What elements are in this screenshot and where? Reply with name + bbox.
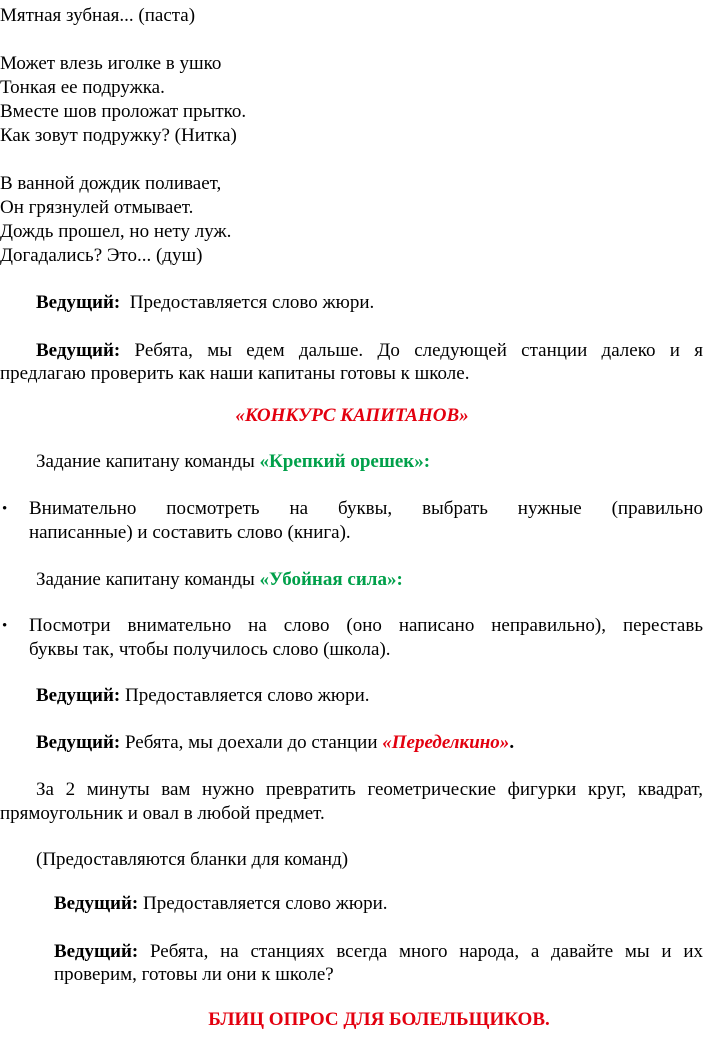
arrived-text: Ребята, мы доехали до станции bbox=[124, 732, 378, 753]
host-label: Ведущий: bbox=[54, 941, 139, 962]
bullet-icon: • bbox=[2, 618, 8, 634]
blitz-title: БЛИЦ ОПРОС ДЛЯ БОЛЕЛЬЩИКОВ. bbox=[208, 1009, 550, 1030]
host-label: Ведущий: bbox=[36, 340, 121, 361]
host-label: Ведущий: bbox=[36, 685, 121, 706]
riddle-thread-line-2: Тонкая ее подружка. bbox=[0, 77, 165, 98]
host-next-line-1 bbox=[36, 339, 703, 363]
task-prefix: Задание капитану команды bbox=[36, 451, 255, 472]
minutes-line-1: За 2 минуты вам нужно превратить геометрические фигурки круг, квадрат, bbox=[36, 779, 703, 800]
host-label: Ведущий: bbox=[36, 292, 121, 313]
host-jury-paragraph-2 bbox=[36, 684, 370, 708]
team-name-1: «Крепкий орешек»: bbox=[259, 451, 431, 472]
host-stations-line-1 bbox=[54, 940, 703, 964]
contest-title: «КОНКУРС КАПИТАНОВ» bbox=[235, 405, 469, 426]
task-1-line-1: Внимательно посмотреть на буквы, выбрать нужные (правильно bbox=[29, 498, 703, 519]
riddle-shower-line-2: Он грязнулей отмывает. bbox=[0, 197, 194, 218]
team-name-2: «Убойная сила»: bbox=[259, 569, 403, 590]
host-arrived-paragraph bbox=[36, 731, 514, 755]
host-jury-paragraph-1 bbox=[36, 291, 374, 315]
task-prefix: Задание капитану команды bbox=[36, 569, 255, 590]
riddle-answer-toothpaste: Мятная зубная... (паста) bbox=[0, 5, 196, 26]
jury-text: Предоставляется слово жюри. bbox=[142, 893, 388, 914]
stations-text-line-1: Ребята, на станциях всегда много народа, а давайте мы и их bbox=[149, 941, 703, 962]
bullet-icon: • bbox=[2, 501, 8, 517]
riddle-shower-line-4: Догадались? Это... (душ) bbox=[0, 245, 203, 266]
task-heading-team-2 bbox=[36, 568, 403, 592]
riddle-thread-line-3: Вместе шов проложат прытко. bbox=[0, 101, 247, 122]
host-label: Ведущий: bbox=[36, 732, 121, 753]
station-name: «Переделкино» bbox=[382, 732, 510, 753]
host-next-line-2: предлагаю проверить как наши капитаны готовы к школе. bbox=[0, 363, 470, 384]
minutes-line-2: прямоугольник и овал в любой предмет. bbox=[0, 803, 325, 824]
station-period: . bbox=[509, 732, 515, 753]
riddle-thread-line-1: Может влезь иголке в ушко bbox=[0, 53, 222, 74]
task-heading-team-1 bbox=[36, 450, 430, 474]
jury-text: Предоставляется слово жюри. bbox=[124, 685, 370, 706]
blanks-note: (Предоставляются бланки для команд) bbox=[36, 849, 349, 870]
riddle-thread-line-4: Как зовут подружку? (Нитка) bbox=[0, 125, 237, 146]
task-2-line-2: буквы так, чтобы получилось слово (школа). bbox=[29, 639, 391, 660]
task-2-line-1: Посмотри внимательно на слово (оно написано неправильно), переставь bbox=[29, 615, 703, 636]
riddle-shower-line-3: Дождь прошел, но нету луж. bbox=[0, 221, 232, 242]
task-1-line-2: написанные) и составить слово (книга). bbox=[29, 522, 351, 543]
riddle-shower-line-1: В ванной дождик поливает, bbox=[0, 173, 222, 194]
host-stations-line-2: проверим, готовы ли они к школе? bbox=[54, 964, 334, 985]
next-text-line-1: Ребята, мы едем дальше. До следующей станции далеко и я bbox=[134, 340, 703, 361]
host-jury-paragraph-3 bbox=[54, 892, 388, 916]
host-label: Ведущий: bbox=[54, 893, 139, 914]
jury-text: Предоставляется слово жюри. bbox=[129, 292, 375, 313]
